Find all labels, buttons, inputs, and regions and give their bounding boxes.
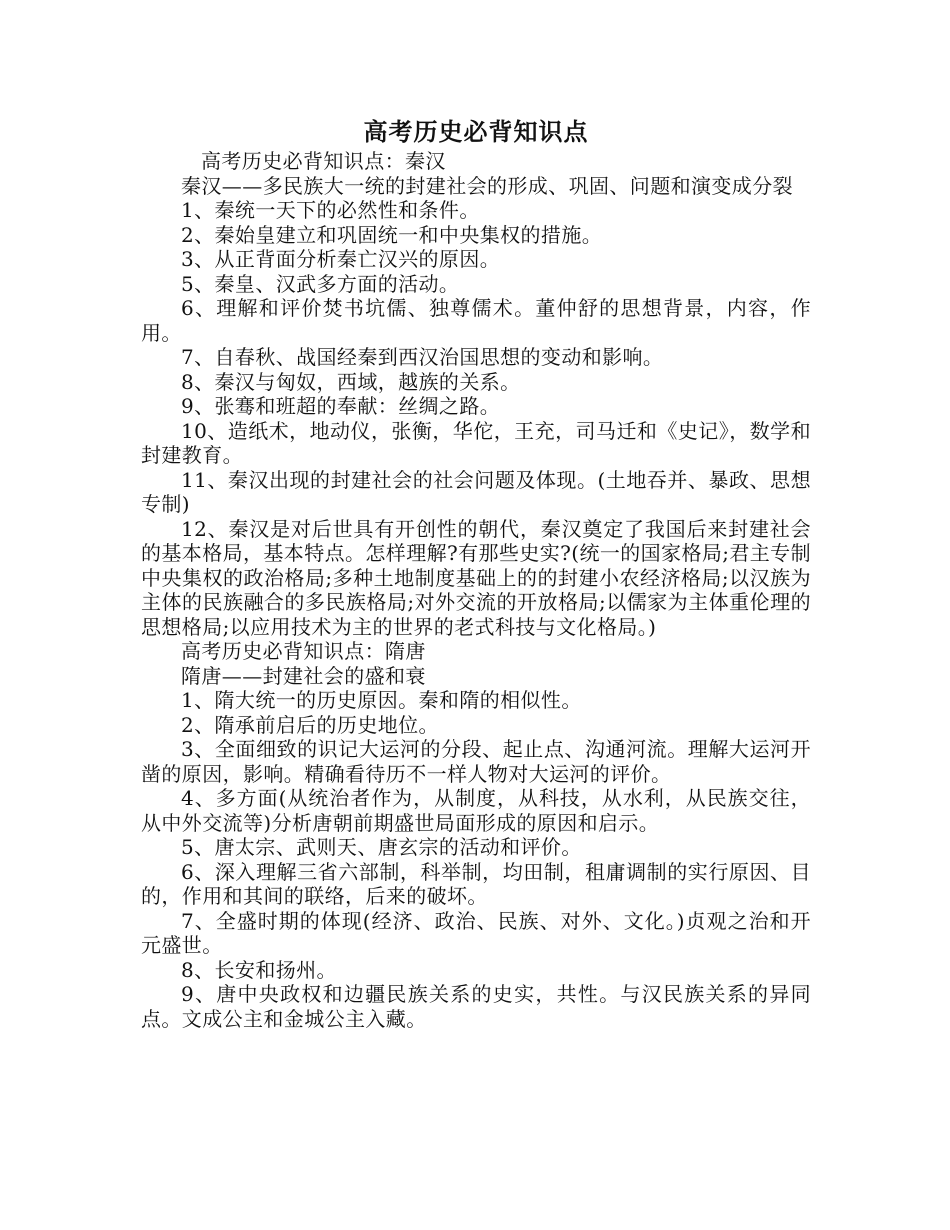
list-item: 8、长安和扬州。	[181, 957, 337, 982]
list-item: 1、秦统一天下的必然性和条件。	[181, 198, 480, 222]
document-title: 高考历史必背知识点	[363, 118, 589, 146]
list-item: 2、隋承前启后的历史地位。	[181, 712, 439, 737]
list-item: 2、秦始皇建立和巩固统一和中央集权的措施。	[181, 222, 603, 247]
paragraph: 隋唐——封建社会的盛和衰	[181, 663, 426, 688]
list-item: 7、全盛时期的体现(经济、政治、民族、对外、文化。)贞观之治和开元盛世。	[141, 908, 811, 957]
list-item: 5、秦皇、汉武多方面的活动。	[181, 271, 460, 296]
list-item: 8、秦汉与匈奴，西域，越族的关系。	[181, 369, 521, 394]
list-item: 4、多方面(从统治者作为，从制度，从科技，从水利，从民族交往，从中外交流等)分析唐朝前期盛世局面形成的原因和启示。	[141, 786, 811, 835]
list-item: 9、唐中央政权和边疆民族关系的史实，共性。与汉民族关系的异同点。文成公主和金城公主入藏。	[141, 982, 811, 1031]
list-item: 9、张骞和班超的奉献：丝绸之路。	[181, 394, 501, 418]
list-item: 10、造纸术，地动仪，张衡，华佗，王充，司马迁和《史记》，数学和封建教育。	[141, 418, 811, 467]
list-item: 6、理解和评价焚书坑儒、独尊儒术。董仲舒的思想背景，内容，作用。	[141, 296, 811, 345]
list-item: 5、唐太宗、武则天、唐玄宗的活动和评价。	[181, 835, 582, 859]
list-item: 3、从正背面分析秦亡汉兴的原因。	[181, 247, 501, 271]
list-item: 7、自春秋、战国经秦到西汉治国思想的变动和影响。	[181, 345, 664, 369]
paragraph: 秦汉——多民族大一统的封建社会的形成、巩固、问题和演变成分裂	[181, 173, 793, 198]
section-heading-qinhan: 高考历史必背知识点：秦汉	[201, 149, 446, 173]
list-item: 11、秦汉出现的封建社会的社会问题及体现。(土地吞并、暴政、思想专制)	[141, 467, 811, 516]
document-page	[141, 117, 811, 1031]
list-item: 3、全面细致的识记大运河的分段、起止点、沟通河流。理解大运河开凿的原因，影响。精确看待历不一样人物对大运河的评价。	[141, 737, 811, 786]
list-item: 12、秦汉是对后世具有开创性的朝代，秦汉奠定了我国后来封建社会的基本格局，基本特点。怎样理解?有那些史实?(统一的国家格局;君主专制中央集权的政治格局;多种土地制度基础上的的封建小农经济格局;以汉族为主体的民族融合的多民族格局;对外交流的开放格局;以儒家为主体重伦理的思想格局;以应用技术为主的世界的老式科技与文化格局。)	[141, 516, 811, 639]
list-item: 1、隋大统一的历史原因。秦和隋的相似性。	[181, 688, 582, 712]
list-item: 6、深入理解三省六部制，科举制，均田制，租庸调制的实行原因、目的，作用和其间的联络，后来的破坏。	[141, 859, 811, 908]
section-heading-suitang: 高考历史必背知识点：隋唐	[181, 639, 426, 663]
